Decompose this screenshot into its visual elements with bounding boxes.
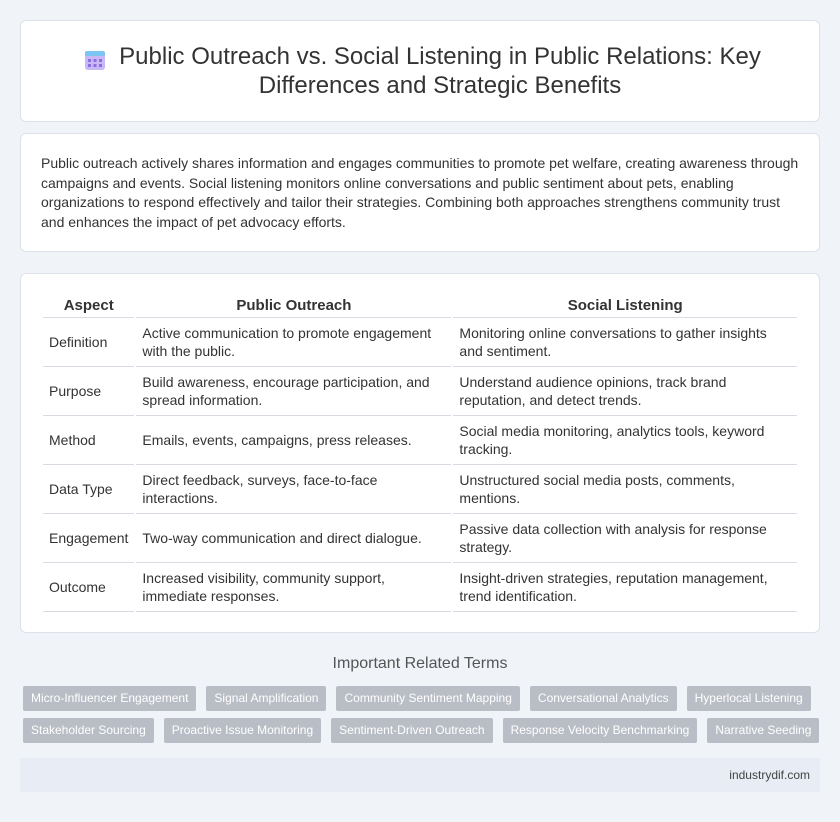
outreach-cell: Direct feedback, surveys, face-to-face interactions.: [136, 465, 451, 514]
term-tag[interactable]: Signal Amplification: [206, 686, 326, 711]
outreach-cell: Emails, events, campaigns, press releases.: [136, 416, 451, 465]
listening-cell: Understand audience opinions, track brand reputation, and detect trends.: [453, 367, 797, 416]
term-tag[interactable]: Conversational Analytics: [530, 686, 677, 711]
footer: [20, 758, 820, 792]
term-tag[interactable]: Response Velocity Benchmarking: [503, 718, 698, 743]
term-tag[interactable]: Sentiment-Driven Outreach: [331, 718, 492, 743]
related-terms-row: [20, 718, 820, 743]
listening-cell: Monitoring online conversations to gather insights and sentiment.: [453, 318, 797, 367]
outreach-cell: Build awareness, encourage participation, and spread information.: [136, 367, 451, 416]
page-title: Public Outreach vs. Social Listening in Public Relations: Key Differences and Strategic Benefits: [119, 43, 761, 99]
related-terms-row: [20, 686, 820, 711]
table-row: [43, 416, 797, 465]
table-row: [43, 563, 797, 612]
listening-cell: Unstructured social media posts, comments, mentions.: [453, 465, 797, 514]
table-row: [43, 514, 797, 563]
intro-paragraph: Public outreach actively shares information and engages communities to promote pet welfare, creating awareness through campaigns and events. Social listening monitors online conversations and public sentiment about pets, enabling organizations to respond effectively and tailor their strategies. Combining both approaches strengthens community trust and enhances the impact of pet advocacy efforts.: [41, 155, 799, 230]
aspect-cell: Purpose: [43, 367, 134, 416]
outreach-cell: Active communication to promote engagement with the public.: [136, 318, 451, 367]
listening-cell: Insight-driven strategies, reputation management, trend identification.: [453, 563, 797, 612]
term-tag[interactable]: Micro-Influencer Engagement: [23, 686, 196, 711]
listening-cell: Passive data collection with analysis for response strategy.: [453, 514, 797, 563]
header-aspect: Aspect: [43, 296, 134, 318]
aspect-cell: Data Type: [43, 465, 134, 514]
header-social-listening: Social Listening: [453, 296, 797, 318]
comparison-table: [41, 296, 799, 612]
aspect-cell: Definition: [43, 318, 134, 367]
aspect-cell: Outcome: [43, 563, 134, 612]
aspect-cell: Engagement: [43, 514, 134, 563]
comparison-card: [20, 273, 820, 633]
footer-site[interactable]: industrydif.com: [729, 768, 810, 782]
table-header-row: [43, 296, 797, 318]
aspect-cell: Method: [43, 416, 134, 465]
term-tag[interactable]: Community Sentiment Mapping: [336, 686, 519, 711]
outreach-cell: Two-way communication and direct dialogue.: [136, 514, 451, 563]
table-row: [43, 318, 797, 367]
term-tag[interactable]: Proactive Issue Monitoring: [164, 718, 321, 743]
header-public-outreach: Public Outreach: [136, 296, 451, 318]
outreach-cell: Increased visibility, community support, immediate responses.: [136, 563, 451, 612]
table-row: [43, 367, 797, 416]
table-row: [43, 465, 797, 514]
term-tag[interactable]: Hyperlocal Listening: [687, 686, 811, 711]
related-terms-title: Important Related Terms: [332, 655, 508, 672]
header-card: [20, 20, 820, 122]
related-terms: [20, 686, 820, 750]
term-tag[interactable]: Stakeholder Sourcing: [23, 718, 154, 743]
listening-cell: Social media monitoring, analytics tools, keyword tracking.: [453, 416, 797, 465]
intro-card: [20, 133, 820, 252]
term-tag[interactable]: Narrative Seeding: [707, 718, 819, 743]
